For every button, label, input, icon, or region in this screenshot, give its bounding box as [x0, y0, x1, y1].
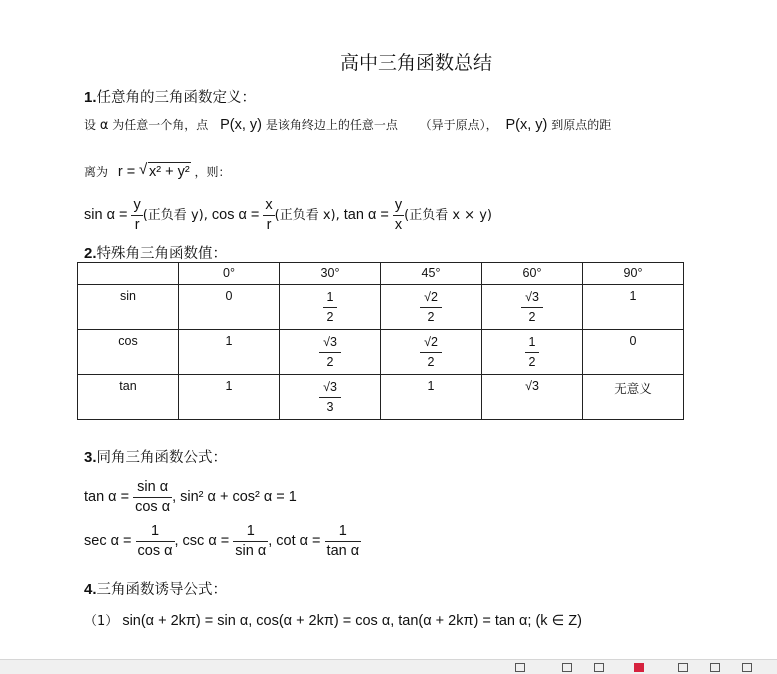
r-equals: r =: [117, 164, 136, 180]
table-row: [78, 330, 684, 375]
def-text-b: 为任意一个角，点: [112, 118, 209, 132]
pythagorean-identity: , sin² α + cos² α = 1: [172, 488, 297, 505]
table-header-row: [78, 263, 684, 285]
header-cell: 90°: [583, 263, 684, 285]
cos-note: (正负看 x),: [274, 207, 340, 223]
table-row: [78, 375, 684, 420]
definition-line-2: [84, 162, 231, 180]
section1-number: 1.: [84, 89, 97, 106]
cos-def: cos α =: [211, 206, 260, 223]
value-cell: $\frac{√3}{3}$: [280, 375, 381, 420]
sin-over-cos-fraction: $\frac{\text{sin α}}{\text{cos α}}$: [135, 479, 171, 515]
section3-heading: [84, 446, 227, 467]
section1-heading: [84, 86, 256, 107]
definition-line-1: [84, 116, 611, 133]
identity-line-2: [84, 524, 361, 558]
one-over-cos-fraction: $\frac{1}{\text{cos α}}$: [137, 523, 173, 559]
section3-heading-text: 同角三角函数公式：: [96, 450, 228, 466]
special-angles-table: [77, 262, 684, 420]
tan-fraction: $\frac{y}{x}$: [394, 197, 403, 233]
formula-text: sin(α + 2kπ) = sin α, cos(α + 2kπ) = cos α, tan(α + 2kπ) = tan α; (k ∈ Z): [122, 613, 582, 629]
sin-note: (正负看 y),: [142, 207, 208, 223]
value-cell: 1: [583, 285, 684, 330]
tan-identity-lhs: tan α =: [84, 488, 130, 505]
tan-note: (正负看 x × y): [404, 207, 492, 223]
function-cell: sin: [78, 285, 179, 330]
sin-def: sin α =: [84, 206, 128, 223]
fullscreen-icon[interactable]: [742, 663, 752, 672]
section4-number: 4.: [84, 581, 97, 598]
value-cell: $\frac{√2}{2}$: [381, 285, 482, 330]
view-mode-icon[interactable]: [515, 663, 525, 672]
value-cell: 1: [179, 375, 280, 420]
value-cell: 1: [381, 375, 482, 420]
item-label: （1）: [84, 614, 119, 629]
header-cell: 60°: [482, 263, 583, 285]
fit-page-icon[interactable]: [678, 663, 688, 672]
value-cell: 0: [583, 330, 684, 375]
header-cell: 0°: [179, 263, 280, 285]
tan-def: tan α =: [343, 206, 389, 223]
value-cell: 无意义: [583, 375, 684, 420]
section1-heading-text: 任意角的三角函数定义：: [96, 90, 257, 106]
csc-lhs: , csc α =: [174, 532, 230, 549]
table-row: [78, 285, 684, 330]
value-cell: $\frac{√2}{2}$: [381, 330, 482, 375]
function-cell: cos: [78, 330, 179, 375]
reduction-formula-1: [84, 610, 582, 629]
one-over-tan-fraction: $\frac{1}{\text{tan α}}$: [326, 523, 360, 559]
fit-width-icon[interactable]: [710, 663, 720, 672]
value-cell: $\frac{√3}{2}$: [482, 285, 583, 330]
point-p-2: P(x, y): [505, 117, 548, 133]
header-cell: [78, 263, 179, 285]
sin-fraction: $\frac{y}{r}$: [133, 197, 141, 233]
page-title: 高中三角函数总结: [340, 52, 493, 74]
def-text-e: 到原点的距: [551, 118, 612, 132]
sqrt-x2-y2: √ x² + y²: [139, 161, 190, 180]
def-text-d: （异于原点），: [419, 118, 498, 132]
value-cell: $\frac{1}{2}$: [280, 285, 381, 330]
cot-lhs: , cot α =: [268, 532, 321, 549]
cos-fraction: $\frac{x}{r}$: [265, 197, 273, 233]
section2-heading-text: 特殊角三角函数值：: [96, 246, 228, 262]
one-over-sin-fraction: $\frac{1}{\text{sin α}}$: [235, 523, 267, 559]
alpha-symbol: α: [99, 118, 109, 133]
header-cell: 45°: [381, 263, 482, 285]
section3-number: 3.: [84, 449, 97, 466]
value-cell: 0: [179, 285, 280, 330]
double-page-icon[interactable]: [594, 663, 604, 672]
viewer-toolbar: [0, 659, 777, 674]
play-icon[interactable]: [634, 663, 644, 672]
value-cell: $\frac{1}{2}$: [482, 330, 583, 375]
def-text-c: 是该角终边上的任意一点: [265, 118, 398, 132]
section4-heading-text: 三角函数诱导公式：: [96, 582, 228, 598]
section2-number: 2.: [84, 245, 97, 262]
def-text-g: ，则：: [194, 165, 231, 179]
header-cell: 30°: [280, 263, 381, 285]
value-cell: 1: [179, 330, 280, 375]
identity-line-1: [84, 480, 297, 514]
section4-heading: [84, 578, 227, 599]
def-text-a: 设: [84, 118, 97, 132]
value-cell: √3: [482, 375, 583, 420]
function-cell: tan: [78, 375, 179, 420]
single-page-icon[interactable]: [562, 663, 572, 672]
sin-cos-tan-definitions: [84, 198, 492, 232]
def-text-f: 离为: [84, 165, 109, 179]
sec-lhs: sec α =: [84, 532, 132, 549]
point-p: P(x, y): [220, 117, 262, 133]
value-cell: $\frac{√3}{2}$: [280, 330, 381, 375]
section2-heading: [84, 242, 227, 263]
